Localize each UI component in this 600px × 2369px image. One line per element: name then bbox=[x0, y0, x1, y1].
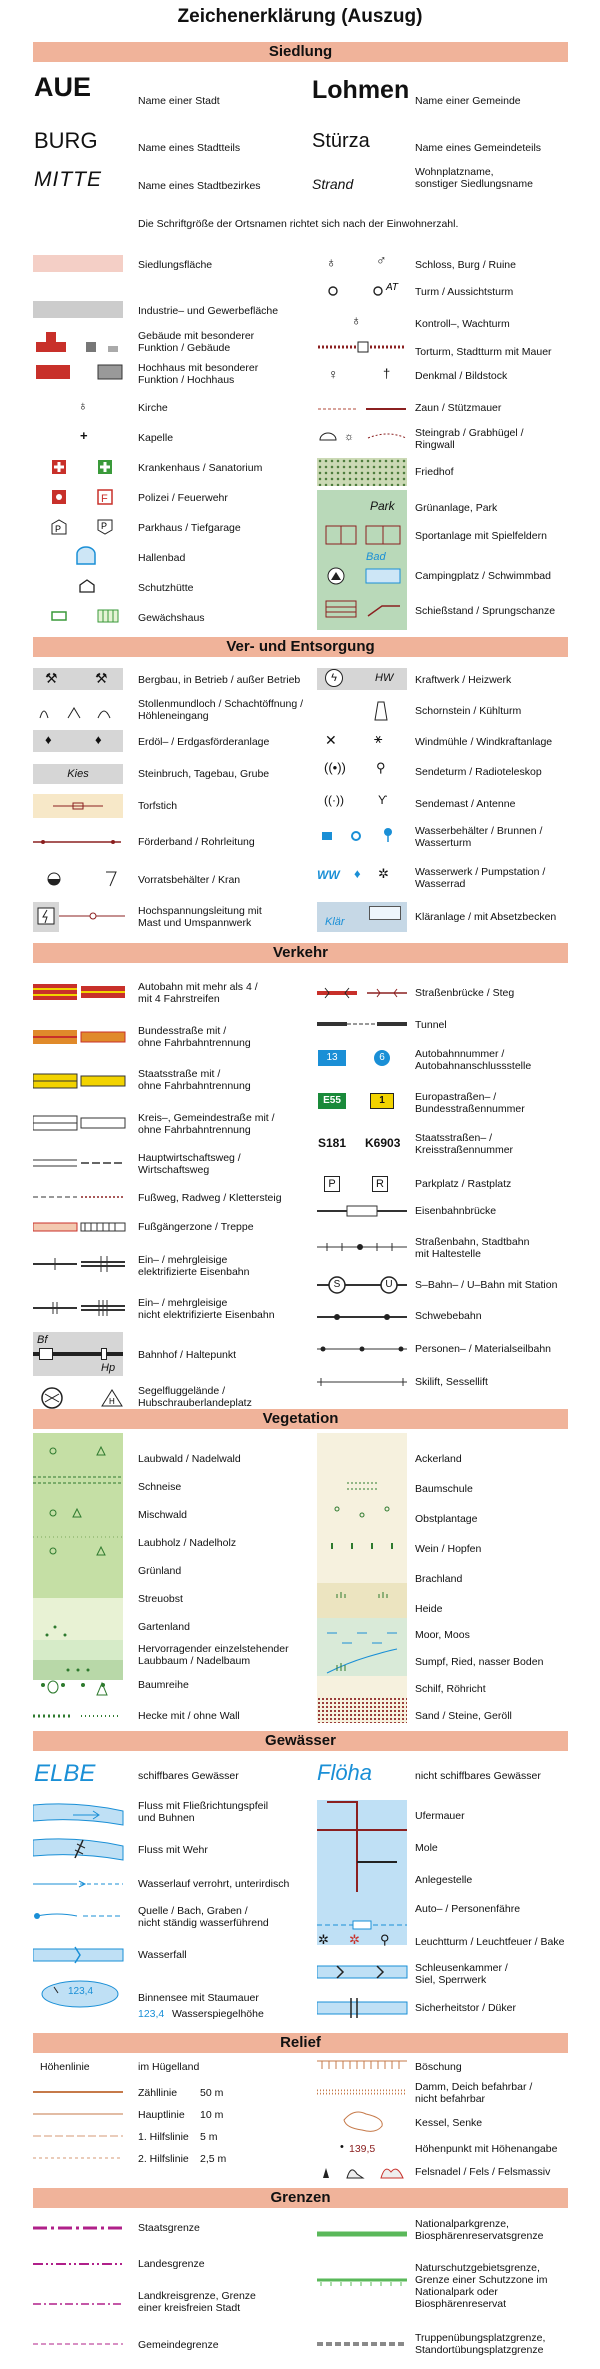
legend-label: Landkreisgrenze, Grenze einer kreisfreien Stadt bbox=[138, 2290, 256, 2314]
sewage-abbrev: Klär bbox=[325, 916, 345, 928]
chimney-cooling-tower-icon bbox=[370, 700, 394, 722]
peat-cut-icon bbox=[33, 794, 123, 818]
camping-pool-icon bbox=[322, 566, 406, 586]
greenhouse-icon bbox=[50, 608, 130, 624]
tower-icon bbox=[326, 282, 406, 300]
section-ver-und-entsorgung: Ver- und Entsorgung bbox=[33, 637, 568, 657]
antenna-icon: ϒ bbox=[378, 793, 388, 807]
place-name-label: Wohnplatzname, sonstiger Siedlungsname bbox=[415, 166, 533, 190]
legend-label: Kreis–, Gemeindestraße mit / ohne Fahrbahntrennung bbox=[138, 1112, 275, 1136]
spring-brook-icon bbox=[33, 1906, 128, 1926]
section-verkehr: Verkehr bbox=[33, 943, 568, 963]
indoor-pool-icon bbox=[74, 546, 98, 566]
legend-label: Vorratsbehälter / Kran bbox=[138, 874, 241, 886]
legend-label: Brachland bbox=[415, 1573, 463, 1585]
municipality-name-label: Name einer Gemeinde bbox=[415, 95, 521, 107]
european-road-number-badge: E55 bbox=[318, 1093, 346, 1109]
legend-label: Skilift, Sessellift bbox=[415, 1376, 488, 1388]
conveyor-pipeline-icon bbox=[33, 836, 123, 848]
legend-label: Förderband / Rohrleitung bbox=[138, 836, 255, 848]
section-siedlung: Siedlung bbox=[33, 42, 568, 62]
park-label: Park bbox=[370, 499, 395, 513]
hedge-icon bbox=[33, 1710, 123, 1722]
ruin-icon: ♂ bbox=[376, 252, 387, 268]
legend-label: Turm / Aussichtsturm bbox=[415, 286, 514, 298]
borough-name-label: Name eines Stadtbezirkes bbox=[138, 180, 261, 192]
waterworks-abbrev: WW bbox=[317, 868, 340, 882]
contour-name: Zähllinie bbox=[138, 2087, 178, 2099]
piped-watercourse-icon bbox=[33, 1878, 128, 1890]
legend-label: Nationalparkgrenze, Biosphärenreservatsgrenze bbox=[415, 2218, 544, 2242]
legend-label: Grünanlage, Park bbox=[415, 502, 498, 514]
spot-height-value: 139,5 bbox=[349, 2143, 376, 2155]
legend-label: Schloss, Burg / Ruine bbox=[415, 259, 516, 271]
legend-label: Tunnel bbox=[415, 1019, 447, 1031]
watchtower-icon: ♁ bbox=[351, 312, 362, 328]
city-name-label: Name einer Stadt bbox=[138, 95, 220, 107]
legend-label: Schießstand / Sprungschanze bbox=[415, 605, 556, 617]
railway-bridge-icon bbox=[317, 1204, 412, 1218]
legend-label: S–Bahn– / U–Bahn mit Station bbox=[415, 1279, 558, 1291]
harbour-icons bbox=[317, 1800, 412, 1945]
legend-label: Auto– / Personenfähre bbox=[415, 1903, 521, 1915]
legend-label: Gebäude mit besonderer Funktion / Gebäude bbox=[138, 330, 255, 354]
legend-label: Leuchtturm / Leuchtfeuer / Bake bbox=[415, 1936, 565, 1948]
legend-label: Straßenbahn, Stadtbahn mit Haltestelle bbox=[415, 1236, 530, 1260]
wind-turbine-icon: ⚹ bbox=[374, 730, 383, 746]
legend-label: Siedlungsfläche bbox=[138, 259, 213, 271]
legend-label: Hochhaus mit besonderer Funktion / Hochhaus bbox=[138, 362, 259, 386]
legend-label: Gewächshaus bbox=[138, 612, 205, 624]
legend-label: Anlegestelle bbox=[415, 1874, 473, 1886]
open-land-symbols bbox=[317, 1433, 407, 1693]
legend-label: Baumschule bbox=[415, 1483, 473, 1495]
district-road-icon bbox=[33, 1114, 128, 1132]
legend-label: Torturm, Stadtturm mit Mauer bbox=[415, 346, 552, 358]
legend-label: Laubwald / Nadelwald bbox=[138, 1453, 241, 1465]
oil-well-icon: ♦ ♦ bbox=[33, 730, 123, 752]
tank-crane-icon bbox=[46, 870, 126, 888]
legend-label: Fluss mit Wehr bbox=[138, 1844, 208, 1856]
observation-tower-abbrev: AT bbox=[386, 282, 399, 293]
legend-label: Autobahnnummer / Autobahnanschlussstelle bbox=[415, 1048, 532, 1072]
sand-stones-swatch bbox=[317, 1697, 407, 1723]
contour-interval: 10 m bbox=[200, 2109, 224, 2121]
tunnel-entrance-icon bbox=[38, 704, 128, 720]
village-part-name-label: Name eines Gemeindeteils bbox=[415, 142, 542, 154]
navigation-marker-icon: ⚲ bbox=[380, 1932, 390, 1947]
glider-heliport-icon bbox=[40, 1386, 130, 1410]
shooting-range-icon bbox=[322, 598, 406, 620]
spot-height-dot-icon: • bbox=[340, 2141, 344, 2153]
sewage-plant-swatch bbox=[317, 902, 407, 932]
legend-label: Kapelle bbox=[138, 432, 174, 444]
legend-label: Bahnhof / Haltepunkt bbox=[138, 1349, 237, 1361]
u-bahn-letter: U bbox=[385, 1279, 393, 1290]
gate-tower-wall-icon bbox=[318, 341, 408, 353]
legend-label: Polizei / Feuerwehr bbox=[138, 492, 228, 504]
legend-label: Hallenbad bbox=[138, 552, 186, 564]
legend-label: Hervorragender einzelstehender Laubbaum / Nadelbaum bbox=[138, 1643, 289, 1667]
chapel-icon: + bbox=[80, 428, 88, 443]
navigable-water-name-sample: ELBE bbox=[34, 1760, 96, 1787]
legend-label: Sportanlage mit Spielfeldern bbox=[415, 530, 547, 542]
section-grenzen: Grenzen bbox=[33, 2188, 568, 2208]
legend-label: Staatsstraße mit / ohne Fahrbahntrennung bbox=[138, 1068, 251, 1092]
heating-plant-abbrev: HW bbox=[375, 672, 394, 684]
water-level-value: 123,4 bbox=[138, 2008, 165, 2020]
legend-label: Staatsstraßen– / Kreisstraßennummer bbox=[415, 1132, 514, 1156]
legend-label: Kirche bbox=[138, 402, 168, 414]
transmitter-tower-icon: ((•)) bbox=[324, 760, 346, 775]
legend-label: Steingrab / Grabhügel / Ringwall bbox=[415, 427, 524, 451]
section-relief: Relief bbox=[33, 2033, 568, 2053]
legend-label: Segelfluggelände / Hubschrauberlandeplatz bbox=[138, 1385, 252, 1409]
contour-name: 2. Hilfslinie bbox=[138, 2153, 189, 2165]
depression-icon bbox=[340, 2108, 390, 2132]
power-plant-icon: ϟ HW bbox=[317, 668, 407, 690]
legend-label: Sendeturm / Radioteleskop bbox=[415, 766, 542, 778]
safety-gate-culvert-icon bbox=[317, 1996, 412, 2020]
district-road-number: K6903 bbox=[365, 1136, 401, 1150]
tram-icon bbox=[317, 1240, 412, 1254]
special-building-icon bbox=[36, 330, 126, 354]
legend-label: Sendemast / Antenne bbox=[415, 798, 516, 810]
legend-label: Kontroll–, Wachturm bbox=[415, 318, 510, 330]
junction-number-badge: 6 bbox=[374, 1050, 390, 1066]
state-road-number: S181 bbox=[318, 1136, 347, 1150]
fence-wall-icon bbox=[318, 404, 408, 414]
legend-label: Wasserbehälter / Brunnen / Wasserturm bbox=[415, 825, 543, 849]
shelter-hut-icon bbox=[78, 578, 96, 594]
legend-label: Schneise bbox=[138, 1481, 182, 1493]
legend-label: Heide bbox=[415, 1603, 443, 1615]
legend-label: schiffbares Gewässer bbox=[138, 1770, 239, 1782]
waterwheel-icon: ✲ bbox=[378, 866, 389, 881]
water-level-label: Wasserspiegelhöhe bbox=[172, 2008, 264, 2020]
legend-label: Campingplatz / Schwimmbad bbox=[415, 570, 551, 582]
legend-label: Höhenpunkt mit Höhenangabe bbox=[415, 2143, 558, 2155]
legend-label: Friedhof bbox=[415, 466, 454, 478]
legend-label: Denkmal / Bildstock bbox=[415, 370, 508, 382]
contour-interval: 5 m bbox=[200, 2131, 218, 2143]
autobahn-icon bbox=[33, 982, 128, 1002]
legend-label: Schornstein / Kühlturm bbox=[415, 705, 522, 717]
legend-label: Binnensee mit Staumauer bbox=[138, 1992, 259, 2004]
village-part-name-sample: Stürza bbox=[312, 130, 370, 152]
legend-label: Hecke mit / ohne Wall bbox=[138, 1710, 240, 1722]
legend-label: Schleusenkammer / Siel, Sperrwerk bbox=[415, 1962, 508, 1986]
legend-label: Moor, Moos bbox=[415, 1629, 470, 1641]
legend-label: Steinbruch, Tagebau, Grube bbox=[138, 768, 270, 780]
settlement-area-swatch bbox=[33, 255, 123, 272]
legend-label: Gartenland bbox=[138, 1621, 190, 1633]
legend-label: Laubholz / Nadelholz bbox=[138, 1537, 237, 1549]
district-name-sample: BURG bbox=[34, 128, 98, 153]
legend-label: Eisenbahnbrücke bbox=[415, 1205, 497, 1217]
legend-label: Kraftwerk / Heizwerk bbox=[415, 674, 512, 686]
legend-label: Quelle / Bach, Graben / nicht ständig wasserführend bbox=[138, 1905, 269, 1929]
wayside-shrine-icon: † bbox=[383, 366, 391, 381]
s-bahn-letter: S bbox=[333, 1279, 341, 1290]
svg-text:☼: ☼ bbox=[344, 431, 355, 442]
svg-text:H: H bbox=[109, 1397, 115, 1406]
legend-label: Windmühle / Windkraftanlage bbox=[415, 736, 553, 748]
contour-name: 1. Hilfslinie bbox=[138, 2131, 189, 2143]
svg-text:F: F bbox=[101, 493, 108, 505]
legend-label: Schutzhütte bbox=[138, 582, 194, 594]
legend-label: Wasserwerk / Pumpstation / Wasserrad bbox=[415, 866, 546, 890]
electric-railway-icon bbox=[33, 1256, 128, 1272]
section-vegetation: Vegetation bbox=[33, 1409, 568, 1429]
legend-label: Kläranlage / mit Absetzbecken bbox=[415, 911, 557, 923]
windmill-icon: ✕ bbox=[325, 732, 337, 748]
legend-label: Hochspannungsleitung mit Mast und Umspannwerk bbox=[138, 905, 262, 929]
legend-label: Baumreihe bbox=[138, 1679, 189, 1691]
lock-sluice-icon bbox=[317, 1962, 412, 1982]
legend-label: Hauptwirtschaftsweg / Wirtschaftsweg bbox=[138, 1152, 241, 1176]
hospital-icon bbox=[50, 458, 130, 476]
contour-interval: 2,5 m bbox=[200, 2153, 227, 2165]
federal-road-icon bbox=[33, 1028, 128, 1046]
legend-label: Personen– / Materialseilbahn bbox=[415, 1343, 551, 1355]
legend-label: Zaun / Stützmauer bbox=[415, 402, 502, 414]
suspension-railway-icon bbox=[317, 1310, 412, 1324]
protected-area-lines-icon bbox=[317, 2222, 412, 2362]
waterfall-icon bbox=[33, 1945, 128, 1965]
legend-label: Schwebebahn bbox=[415, 1310, 482, 1322]
tree-row-icon bbox=[33, 1678, 123, 1692]
pool-label: Bad bbox=[366, 551, 386, 563]
svg-text:P: P bbox=[101, 521, 108, 531]
cemetery-swatch bbox=[317, 458, 407, 486]
federal-road-number-badge: 1 bbox=[370, 1093, 394, 1109]
church-icon: ♁ bbox=[78, 398, 88, 413]
legend-label: Industrie– und Gewerbefläche bbox=[138, 305, 279, 317]
state-road-icon bbox=[33, 1072, 128, 1090]
legend-label: Krankenhaus / Sanatorium bbox=[138, 462, 263, 474]
city-name-sample: AUE bbox=[34, 72, 92, 102]
legend-label: Streuobst bbox=[138, 1593, 183, 1605]
legend-label: Grünland bbox=[138, 1565, 182, 1577]
tunnel-icon bbox=[317, 1018, 412, 1030]
rock-icons bbox=[317, 2160, 412, 2182]
place-name-sample: Strand bbox=[312, 176, 354, 192]
pedestrian-zone-icon bbox=[33, 1221, 128, 1233]
radio-telescope-icon: ⚲ bbox=[376, 760, 386, 775]
station-abbrev: Bf bbox=[37, 1334, 48, 1346]
legend-label: Ein– / mehrgleisige nicht elektrifizierte Eisenbahn bbox=[138, 1297, 275, 1321]
legend-label: Kessel, Senke bbox=[415, 2117, 483, 2129]
district-name-label: Name eines Stadtteils bbox=[138, 142, 241, 154]
station-icon bbox=[33, 1332, 123, 1376]
section-gewaesser: Gewässer bbox=[33, 1731, 568, 1751]
rest-area-icon: R bbox=[372, 1176, 388, 1192]
contour-name: Hauptlinie bbox=[138, 2109, 185, 2121]
industrial-area-swatch bbox=[33, 301, 123, 318]
legend-label: Wein / Hopfen bbox=[415, 1543, 482, 1555]
parking-icon: P bbox=[324, 1176, 340, 1192]
legend-label: Bergbau, in Betrieb / außer Betrieb bbox=[138, 674, 301, 686]
non-navigable-water-name-sample: Flöha bbox=[317, 1760, 373, 1785]
farm-track-icon bbox=[33, 1156, 128, 1170]
legend-label: Truppenübungsplatzgrenze, Standortübungsplatzgrenze bbox=[415, 2332, 546, 2356]
embankment-icon bbox=[317, 2058, 412, 2072]
legend-label: Böschung bbox=[415, 2061, 462, 2073]
legend-label: Bundesstraße mit / ohne Fahrbahntrennung bbox=[138, 1025, 251, 1049]
quarry-swatch: Kies bbox=[33, 764, 123, 784]
legend-label: Straßenbrücke / Steg bbox=[415, 987, 515, 999]
autobahn-number-badge: 13 bbox=[318, 1050, 346, 1066]
non-electric-railway-icon bbox=[33, 1300, 128, 1316]
mast-icon: ((·)) bbox=[324, 793, 344, 807]
water-tank-icon bbox=[318, 824, 408, 844]
vegetation-symbols bbox=[33, 1433, 123, 1713]
legend-label: Mischwald bbox=[138, 1509, 188, 1521]
legend-label: Mole bbox=[415, 1842, 438, 1854]
road-bridge-icon bbox=[317, 986, 412, 1000]
legend-label: Ein– / mehrgleisige elektrifizierte Eisenbahn bbox=[138, 1254, 250, 1278]
legend-label: Stollenmundloch / Schachtöffnung / Höhleneingang bbox=[138, 698, 304, 722]
legend-label: Obstplantage bbox=[415, 1513, 478, 1525]
ski-lift-icon bbox=[317, 1376, 412, 1388]
legend-label: Schilf, Röhricht bbox=[415, 1683, 486, 1695]
legend-label: Landesgrenze bbox=[138, 2258, 205, 2270]
river-icons bbox=[33, 1800, 128, 1870]
legend-label: Ufermauer bbox=[415, 1810, 465, 1822]
halt-abbrev: Hp bbox=[101, 1362, 116, 1374]
legend-label: Parkhaus / Tiefgarage bbox=[138, 522, 241, 534]
municipality-name-sample: Lohmen bbox=[312, 76, 410, 104]
legend-label: Felsnadel / Fels / Felsmassiv bbox=[415, 2166, 551, 2178]
legend-label: Sand / Steine, Geröll bbox=[415, 1710, 512, 1722]
legend-label: Torfstich bbox=[138, 800, 178, 812]
placename-note: Die Schriftgröße der Ortsnamen richtet sich nach der Einwohnerzahl. bbox=[138, 218, 459, 230]
legend-label: Fußgängerzone / Treppe bbox=[138, 1221, 254, 1233]
castle-icon: ♁ bbox=[326, 254, 337, 270]
legend-label: Europastraßen– / Bundesstraßennummer bbox=[415, 1091, 525, 1115]
police-fire-icon bbox=[50, 488, 130, 506]
beacon-light-icon: ✲ bbox=[349, 1932, 360, 1947]
monument-icon: ♀ bbox=[328, 366, 339, 382]
dike-icon bbox=[317, 2082, 412, 2102]
s-u-bahn-icon bbox=[317, 1276, 412, 1294]
legend-label: Wasserfall bbox=[138, 1949, 187, 1961]
sports-field-icon bbox=[322, 524, 406, 546]
hill-country-header: im Hügelland bbox=[138, 2061, 200, 2073]
powerline-substation-icon bbox=[33, 902, 128, 932]
cable-car-icon bbox=[317, 1343, 412, 1355]
megalith-tomb-icon bbox=[318, 428, 408, 442]
highrise-icon bbox=[36, 363, 126, 381]
legend-label: Damm, Deich befahrbar / nicht befahrbar bbox=[415, 2081, 533, 2105]
lake-elevation-value: 123,4 bbox=[68, 1986, 94, 1997]
legend-label: Sumpf, Ried, nasser Boden bbox=[415, 1656, 544, 1668]
boundary-lines-icon bbox=[33, 2222, 128, 2362]
legend-label: Erdöl– / Erdgasförderanlage bbox=[138, 736, 270, 748]
legend-label: Wasserlauf verrohrt, unterirdisch bbox=[138, 1878, 290, 1890]
legend-label: Parkplatz / Rastplatz bbox=[415, 1178, 512, 1190]
footpath-icon bbox=[33, 1192, 128, 1202]
contour-lines-icon bbox=[33, 2085, 128, 2165]
legend-label: Naturschutzgebietsgrenze, Grenze einer Schutzzone im Nationalpark oder Biosphärenreservat bbox=[415, 2262, 548, 2310]
contour-interval: 50 m bbox=[200, 2087, 224, 2099]
contour-line-header: Höhenlinie bbox=[40, 2061, 90, 2073]
legend-label: Fluss mit Fließrichtungspfeil und Buhnen bbox=[138, 1800, 269, 1824]
legend-label: Staatsgrenze bbox=[138, 2222, 200, 2234]
legend-label: Gemeindegrenze bbox=[138, 2339, 219, 2351]
legend-label: Autobahn mit mehr als 4 / mit 4 Fahrstreifen bbox=[138, 981, 258, 1005]
borough-name-sample: MITTE bbox=[34, 168, 102, 191]
legend-label: Ackerland bbox=[415, 1453, 462, 1465]
parking-garage-icon bbox=[50, 518, 130, 536]
legend-label: nicht schiffbares Gewässer bbox=[415, 1770, 541, 1782]
lighthouse-icon: ✲ bbox=[318, 1932, 329, 1947]
mining-icon: ⚒ ⚒ bbox=[33, 668, 123, 690]
page-title: Zeichenerklärung (Auszug) bbox=[177, 6, 423, 27]
svg-text:P: P bbox=[55, 524, 62, 534]
pump-station-icon: ♦ bbox=[354, 866, 361, 881]
legend-label: Fußweg, Radweg / Klettersteig bbox=[138, 1192, 282, 1204]
legend-label: Sicherheitstor / Düker bbox=[415, 2002, 516, 2014]
